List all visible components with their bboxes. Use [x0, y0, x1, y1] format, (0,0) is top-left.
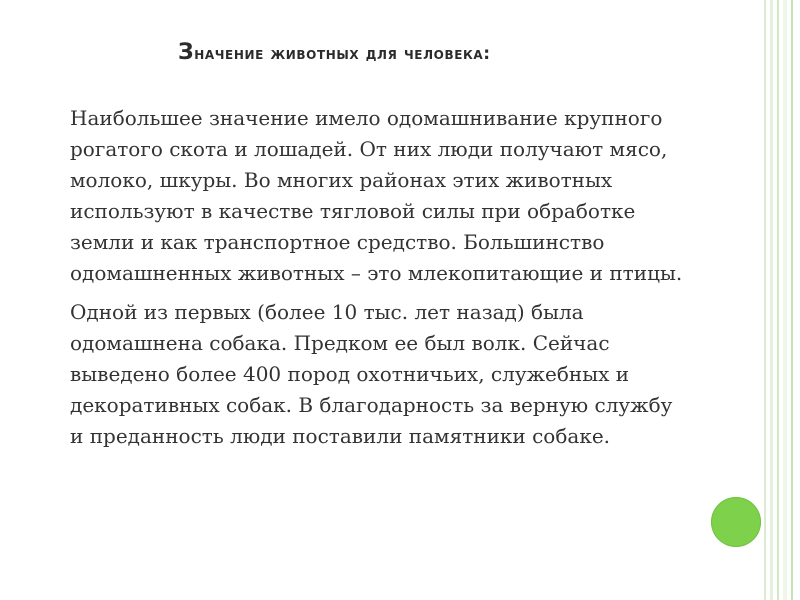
- decorative-stripe: [777, 0, 779, 600]
- slide-title: [178, 40, 738, 65]
- bullet-text: Одной из первых (более 10 тыс. лет назад) была одомашнена собака. Предком ее был волк. Сейчас выведено более 400 пород охотничьих, служебных и декоративных собак. В благодарность за верную службу и преданность люди поставили памятники собаке.: [70, 300, 673, 448]
- bullet-list: [44, 103, 684, 460]
- decorative-stripe: [764, 0, 766, 600]
- list-item: [44, 297, 684, 452]
- decorative-stripe: [791, 0, 793, 600]
- decorative-stripe: [783, 0, 787, 600]
- green-circle-icon: [711, 497, 761, 547]
- bullet-icon: [44, 305, 54, 317]
- list-item: [44, 103, 684, 289]
- bullet-text: Наибольшее значение имело одомашнивание крупного рогатого скота и лошадей. От них люди получают мясо, молоко, шкуры. Во многих районах этих животных используют в качестве тягловой силы при обработке земли и как транспортное средство. Большинство одомашненных животных – это млекопитающие и птицы.: [70, 106, 683, 285]
- title-first-letter: З: [178, 40, 195, 65]
- title-text: начение животных для человека:: [194, 44, 491, 64]
- bullet-icon: [44, 111, 54, 123]
- decorative-stripe: [770, 0, 773, 600]
